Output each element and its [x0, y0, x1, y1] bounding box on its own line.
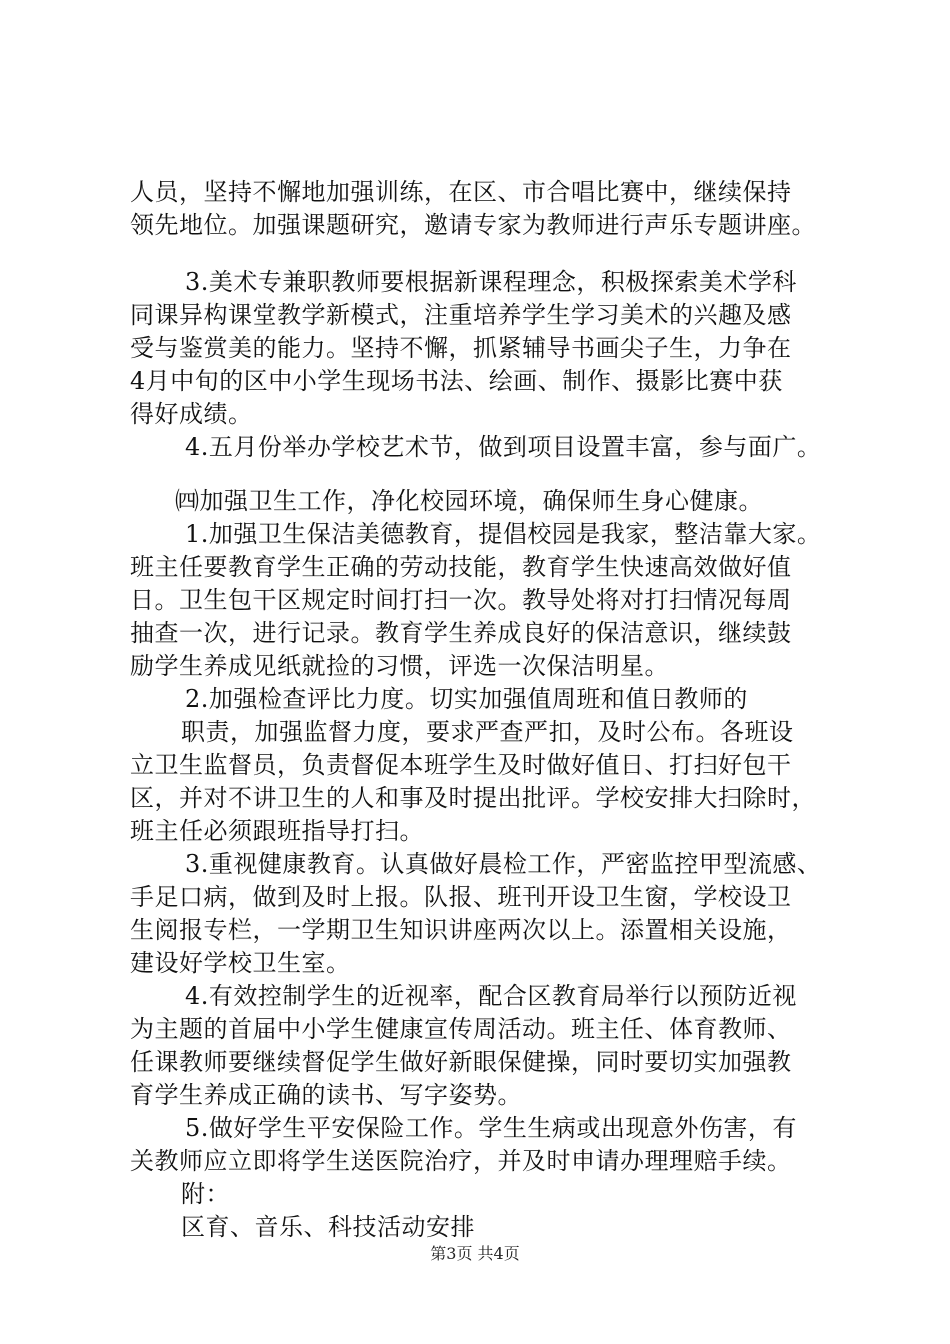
appendix-label: 附：: [181, 1180, 230, 1208]
text-line: 4.有效控制学生的近视率，配合区教育局举行以预防近视: [185, 982, 797, 1010]
text-line: 3.重视健康教育。认真做好晨检工作，严密监控甲型流感、: [185, 850, 822, 878]
text-line: 5.做好学生平安保险工作。学生生病或出现意外伤害，有: [185, 1114, 797, 1142]
text-line: 2.加强检查评比力度。切实加强值周班和值日教师的: [185, 685, 748, 713]
text-line: 日。卫生包干区规定时间打扫一次。教导处将对打扫情况每周: [130, 586, 792, 614]
text-line: 手足口病，做到及时上报。队报、班刊开设卫生窗，学校设卫: [130, 883, 792, 911]
text-line: 任课教师要继续督促学生做好新眼保健操，同时要切实加强教: [130, 1048, 792, 1076]
text-line: 班主任必须跟班指导打扫。: [130, 817, 424, 845]
text-line: 关教师应立即将学生送医院治疗，并及时申请办理理赔手续。: [130, 1147, 792, 1175]
text-line: 人员，坚持不懈地加强训练，在区、市合唱比赛中，继续保持: [130, 178, 792, 206]
appendix-item: 区育、音乐、科技活动安排: [181, 1213, 475, 1241]
text-line: 区，并对不讲卫生的人和事及时提出批评。学校安排大扫除时，: [130, 784, 816, 812]
text-line: 得好成绩。: [130, 400, 253, 428]
text-line: 领先地位。加强课题研究，邀请专家为教师进行声乐专题讲座。: [130, 211, 816, 239]
text-line: 励学生养成见纸就捡的习惯，评选一次保洁明星。: [130, 652, 669, 680]
text-line: 同课异构课堂教学新模式，注重培养学生学习美术的兴趣及感: [130, 301, 792, 329]
text-line: 职责，加强监督力度，要求严查严扣，及时公布。各班设: [181, 718, 794, 746]
text-line: 抽查一次，进行记录。教育学生养成良好的保洁意识，继续鼓: [130, 619, 792, 647]
text-line: 育学生养成正确的读书、写字姿势。: [130, 1081, 522, 1109]
text-line: 立卫生监督员，负责督促本班学生及时做好值日、打扫好包干: [130, 751, 792, 779]
section-heading: ㈣加强卫生工作，净化校园环境，确保师生身心健康。: [175, 487, 763, 515]
text-line: 受与鉴赏美的能力。坚持不懈，抓紧辅导书画尖子生，力争在: [130, 334, 792, 362]
text-line: 3.美术专兼职教师要根据新课程理念，积极探索美术学科: [185, 268, 797, 296]
text-line: 1.加强卫生保洁美德教育，提倡校园是我家，整洁靠大家。: [185, 520, 822, 548]
text-line: 班主任要教育学生正确的劳动技能，教育学生快速高效做好值: [130, 553, 792, 581]
text-line: 为主题的首届中小学生健康宣传周活动。班主任、体育教师、: [130, 1015, 792, 1043]
text-line: 4.五月份举办学校艺术节，做到项目设置丰富，参与面广。: [185, 433, 822, 461]
text-line: 生阅报专栏，一学期卫生知识讲座两次以上。添置相关设施，: [130, 916, 792, 944]
page-footer: 第3页 共4页: [430, 1244, 520, 1263]
text-line: 4月中旬的区中小学生现场书法、绘画、制作、摄影比赛中获: [130, 367, 783, 395]
text-line: 建设好学校卫生室。: [130, 949, 351, 977]
